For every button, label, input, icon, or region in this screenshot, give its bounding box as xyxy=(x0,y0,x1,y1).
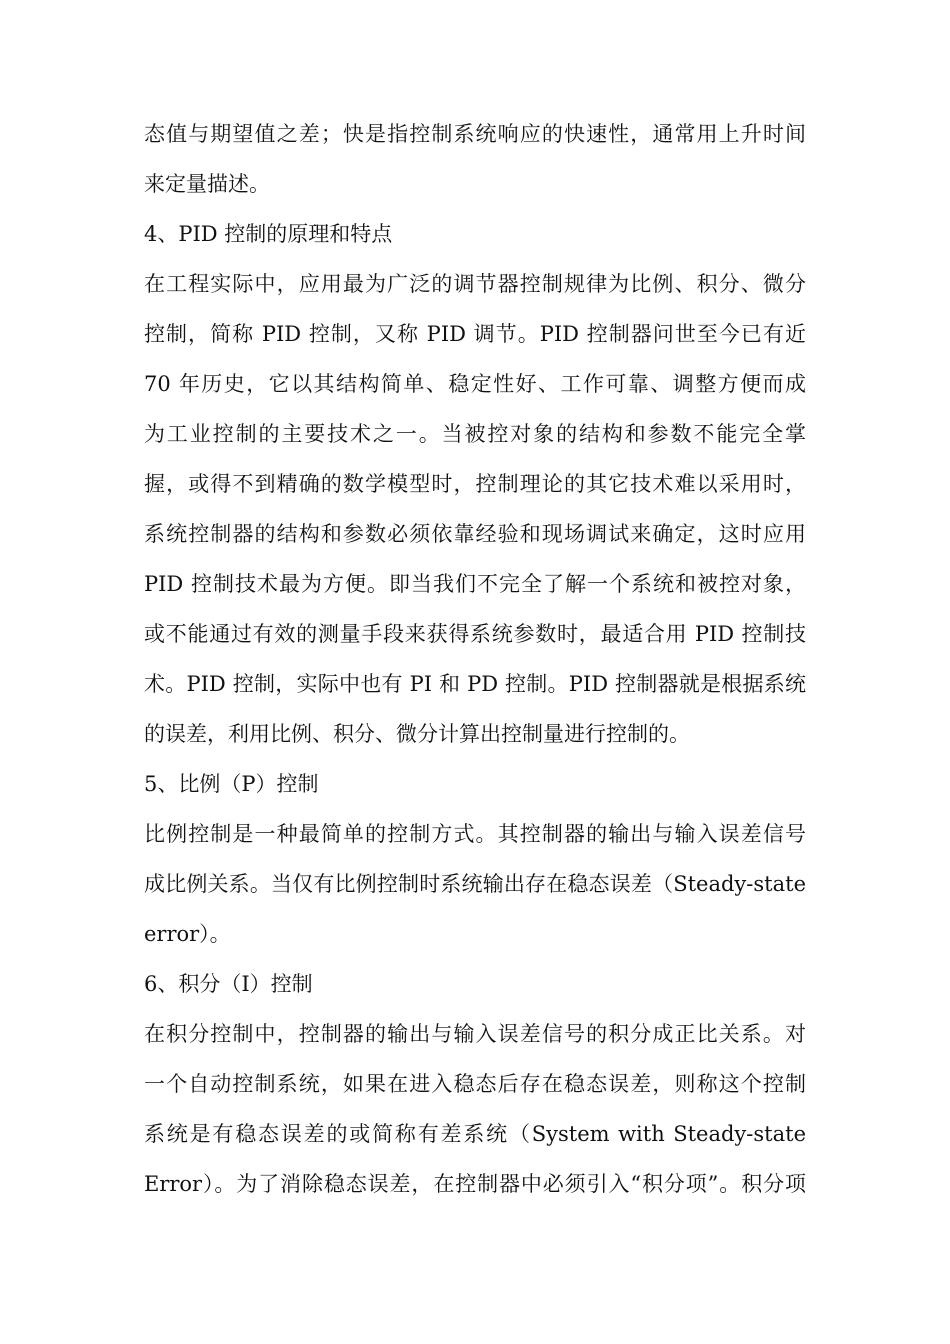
section-heading-6: 6、积分（I）控制 xyxy=(144,972,313,996)
text-line: 比例控制是一种最简单的控制方式。其控制器的输出与输入误差信号 xyxy=(144,822,806,846)
text-line: 在积分控制中，控制器的输出与输入误差信号的积分成正比关系。对 xyxy=(144,1022,806,1046)
text-line: 系统控制器的结构和参数必须依靠经验和现场调试来确定，这时应用 xyxy=(144,522,806,546)
text-line: PID 控制技术最为方便。即当我们不完全了解一个系统和被控对象， xyxy=(144,572,806,596)
text-line: 控制，简称 PID 控制，又称 PID 调节。PID 控制器问世至今已有近 xyxy=(144,322,806,346)
text-line: 或不能通过有效的测量手段来获得系统参数时，最适合用 PID 控制技 xyxy=(144,622,806,646)
text-line: 70 年历史，它以其结构简单、稳定性好、工作可靠、调整方便而成 xyxy=(144,372,806,396)
text-line: 来定量描述。 xyxy=(144,172,270,196)
text-line: 态值与期望值之差；快是指控制系统响应的快速性，通常用上升时间 xyxy=(144,122,806,146)
text-line: error）。 xyxy=(144,922,231,946)
text-line: 在工程实际中，应用最为广泛的调节器控制规律为比例、积分、微分 xyxy=(144,272,806,296)
text-line: 系统是有稳态误差的或简称有差系统（System with Steady-state xyxy=(144,1122,806,1146)
text-line: 成比例关系。当仅有比例控制时系统输出存在稳态误差（Steady-state xyxy=(144,872,806,896)
text-line: 的误差，利用比例、积分、微分计算出控制量进行控制的。 xyxy=(144,722,690,746)
text-line: 一个自动控制系统，如果在进入稳态后存在稳态误差，则称这个控制 xyxy=(144,1072,806,1096)
section-heading-4: 4、PID 控制的原理和特点 xyxy=(144,222,393,246)
section-heading-5: 5、比例（P）控制 xyxy=(144,772,319,796)
text-line: 握，或得不到精确的数学模型时，控制理论的其它技术难以采用时， xyxy=(144,472,806,496)
text-line: Error）。为了消除稳态误差，在控制器中必须引入“积分项”。积分项 xyxy=(144,1172,806,1196)
text-line: 为工业控制的主要技术之一。当被控对象的结构和参数不能完全掌 xyxy=(144,422,806,446)
text-line: 术。PID 控制，实际中也有 PI 和 PD 控制。PID 控制器就是根据系统 xyxy=(144,672,806,696)
